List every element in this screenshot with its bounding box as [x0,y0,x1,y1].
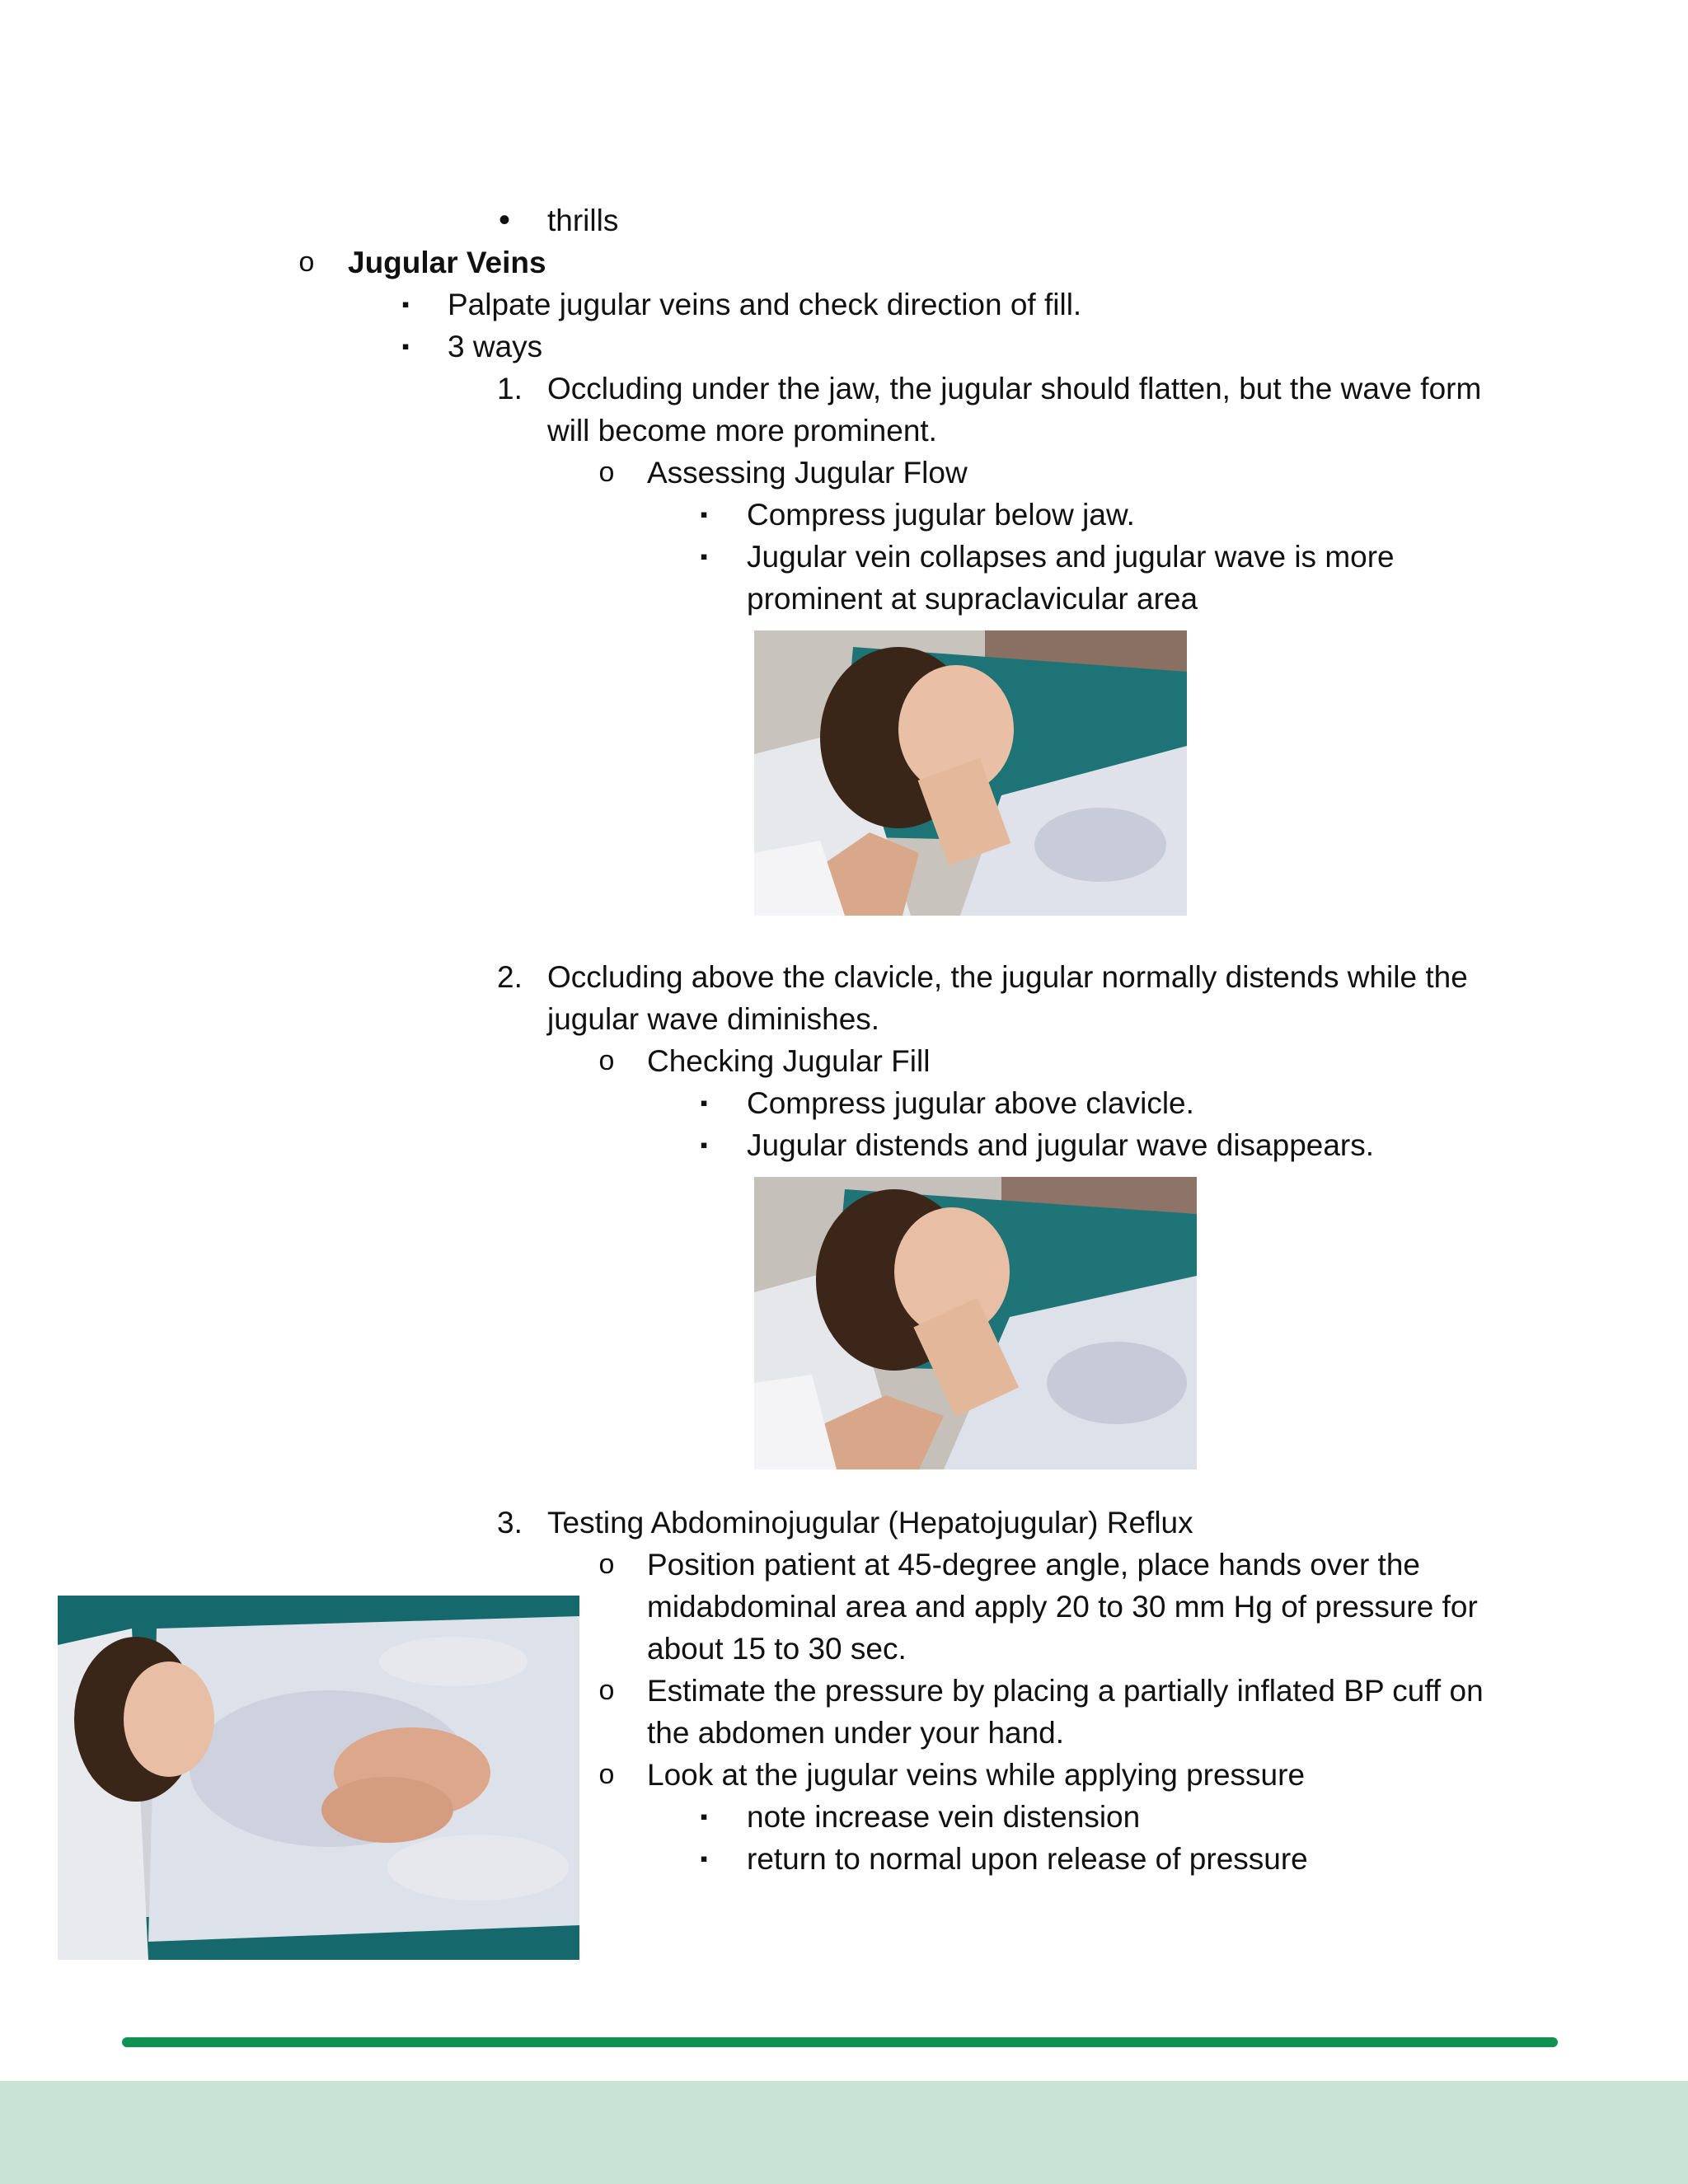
photo-compress-jugular-above-clavicle [754,1177,1197,1469]
square-marker: ▪ [700,544,708,569]
method-3-point-1-line-2: midabdominal area and apply 20 to 30 mm Hg of pressure for [647,1590,1478,1624]
method-2-step-2: Jugular distends and jugular wave disappears. [747,1128,1375,1162]
circle-marker: o [598,1045,615,1076]
method-2-text-continued: jugular wave diminishes. [547,1002,880,1036]
method-1-step-2: Jugular vein collapses and jugular wave is more [747,540,1395,574]
method-1-step-2-continued: prominent at supraclavicular area [747,582,1198,616]
square-marker: ▪ [700,1090,708,1115]
photo-compress-jugular-below-jaw [754,630,1187,916]
footer-divider [122,2037,1558,2047]
footer-band [0,2081,1688,2184]
square-marker: ▪ [700,1846,708,1871]
method-3-number: 3. [497,1506,523,1540]
method-3-point-1-line-3: about 15 to 30 sec. [647,1632,907,1666]
method-1-text-continued: will become more prominent. [547,414,937,448]
method-2-step-1: Compress jugular above clavicle. [747,1086,1194,1120]
method-1-number: 1. [497,372,523,405]
square-marker: ▪ [700,1804,708,1829]
method-3-step-1: note increase vein distension [747,1800,1141,1834]
method-1-subheading: Assessing Jugular Flow [647,456,968,490]
method-2-text: Occluding above the clavicle, the jugular normally distends while the [547,960,1468,994]
method-2-subheading: Checking Jugular Fill [647,1044,931,1078]
circle-marker: o [598,457,615,488]
method-3-heading: Testing Abdominojugular (Hepatojugular) Reflux [547,1506,1193,1540]
method-3-point-1: Position patient at 45-degree angle, place hands over the [647,1548,1420,1582]
section-heading-jugular-veins: Jugular Veins [348,246,546,279]
list-item-palpate: Palpate jugular veins and check direction of fill. [448,288,1082,321]
list-item-three-ways: 3 ways [448,330,543,363]
square-marker: ▪ [700,1132,708,1157]
method-3-point-2-line-2: the abdomen under your hand. [647,1716,1065,1750]
square-marker: ▪ [401,334,410,359]
method-3-point-2: Estimate the pressure by placing a partially inflated BP cuff on [647,1674,1484,1708]
square-marker: ▪ [401,292,410,316]
method-1-text: Occluding under the jaw, the jugular should flatten, but the wave form [547,372,1482,405]
method-2-number: 2. [497,960,523,994]
square-marker: ▪ [700,502,708,527]
circle-marker: o [598,1759,615,1790]
method-3-point-3: Look at the jugular veins while applying pressure [647,1758,1306,1792]
method-3-step-2: return to normal upon release of pressure [747,1842,1308,1876]
circle-marker: o [598,1549,615,1580]
bullet-marker: • [498,202,510,238]
circle-marker: o [598,1675,615,1706]
photo-abdominojugular-reflux [58,1596,579,1960]
list-item-thrills: thrills [547,204,619,237]
circle-marker: o [298,246,315,278]
method-1-step-1: Compress jugular below jaw. [747,498,1135,532]
